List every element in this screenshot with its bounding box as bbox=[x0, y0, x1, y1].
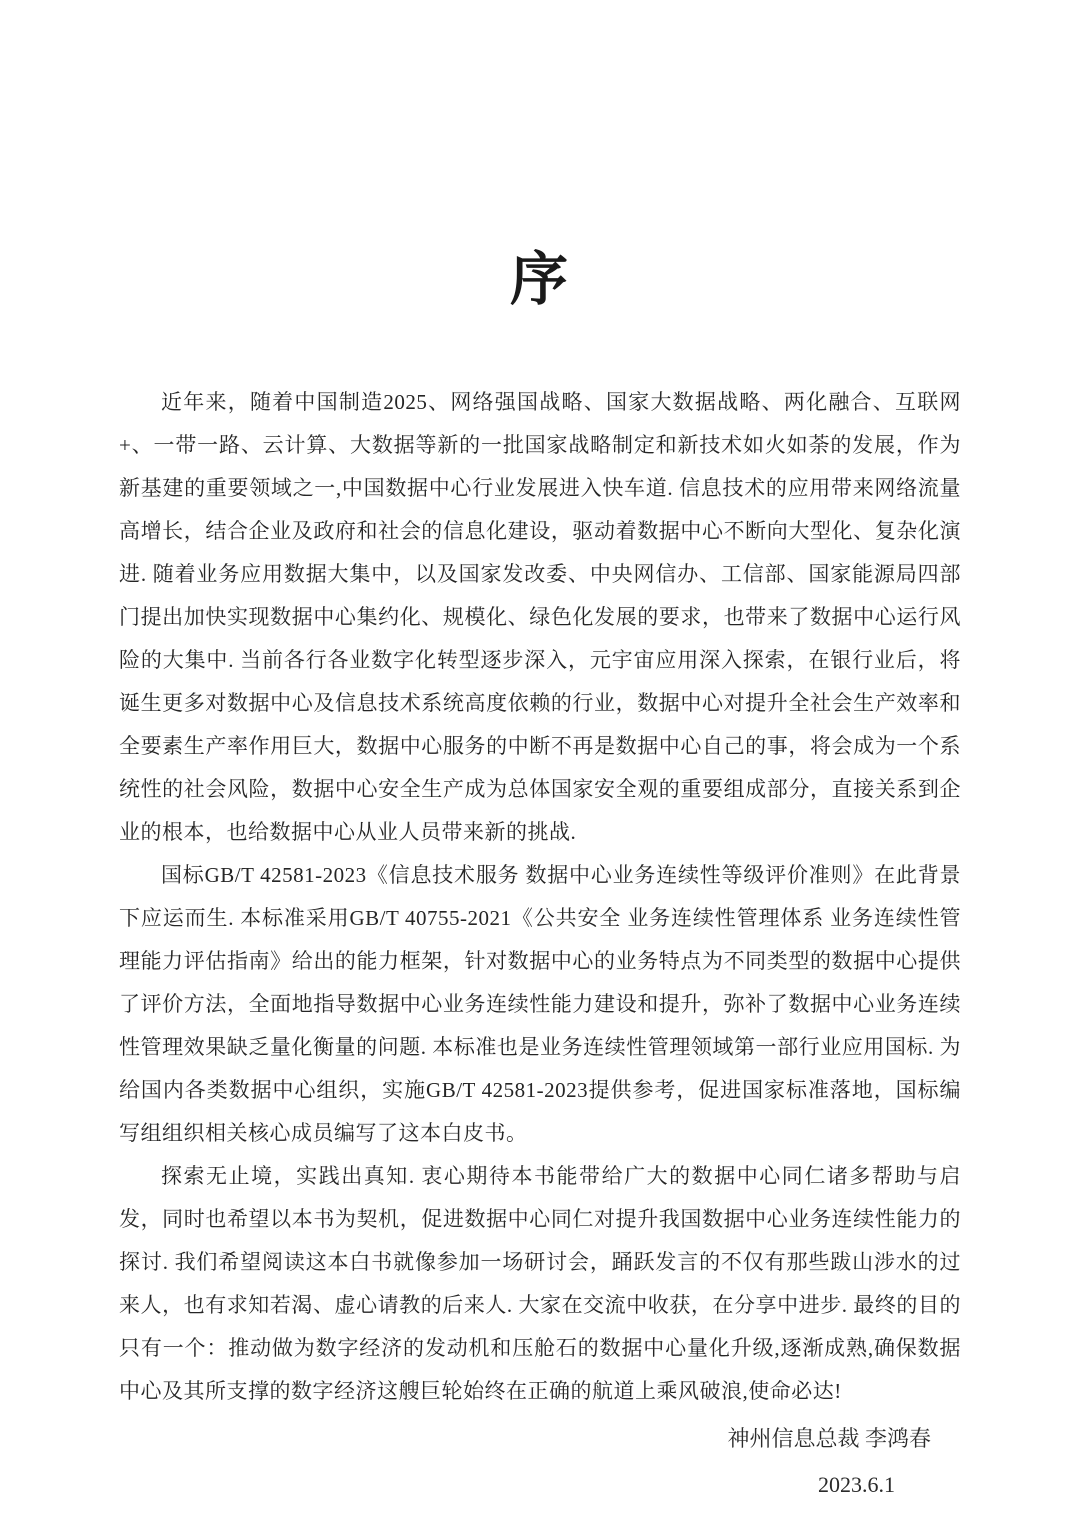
page-title: 序 bbox=[509, 247, 570, 312]
paragraph-closing: 探索无止境，实践出真知. 衷心期待本书能带给广大的数据中心同仁诸多帮助与启发，同时也希望以本书为契机，促进数据中心同仁对提升我国数据中心业务连续性能力的探讨. 我们希望阅读这本白书就像参加一场研讨会，踊跃发言的不仅有那些跋山涉水的过来人，也有求知若渴、虚心请教的后来人. 大家在交流中收获，在分享中进步. 最终的目的只有一个：推动做为数字经济的发动机和压舱石的数据中心量化升级,逐渐成熟,确保数据中心及其所支撑的数字经济这艘巨轮始终在正确的航道上乘风破浪,使命必达! bbox=[119, 1163, 961, 1403]
paragraph-intro: 近年来，随着中国制造2025、网络强国战略、国家大数据战略、两化融合、互联网+、一带一路、云计算、大数据等新的一批国家战略制定和新技术如火如荼的发展，作为新基建的重要领域之一,中国数据中心行业发展进入快车道. 信息技术的应用带来网络流量高增长，结合企业及政府和社会的信息化建设，驱动着数据中心不断向大型化、复杂化演进. 随着业务应用数据大集中，以及国家发改委、中央网信办、工信部、国家能源局四部门提出加快实现数据中心集约化、规模化、绿色化发展的要求，也带来了数据中心运行风险的大集中. 当前各行各业数字化转型逐步深入，元宇宙应用深入探索，在银行业后，将诞生更多对数据中心及信息技术系统高度依赖的行业，数据中心对提升全社会生产效率和全要素生产率作用巨大，数据中心服务的中断不再是数据中心自己的事，将会成为一个系统性的社会风险，数据中心安全生产成为总体国家安全观的重要组成部分，直接关系到企业的根本，也给数据中心从业人员带来新的挑战. bbox=[119, 389, 961, 844]
date-line: 2023.6.1 bbox=[818, 1471, 895, 1497]
document-body bbox=[119, 381, 961, 1413]
signature-line: 神州信息总裁 李鸿春 bbox=[727, 1425, 931, 1451]
paragraph-standard: 国标GB/T 42581-2023《信息技术服务 数据中心业务连续性等级评价准则》在此背景下应运而生. 本标准采用GB/T 40755-2021《公共安全 业务连续性管理体系 业务连续性管理能力评估指南》给出的能力框架，针对数据中心的业务特点为不同类型的数据中心提供了评价方法，全面地指导数据中心业务连续性能力建设和提升，弥补了数据中心业务连续性管理效果缺乏量化衡量的问题. 本标准也是业务连续性管理领域第一部行业应用国标. 为给国内各类数据中心组织，实施GB/T 42581-2023提供参考，促进国家标准落地，国标编写组组织相关核心成员编写了这本白皮书。 bbox=[119, 862, 961, 1145]
